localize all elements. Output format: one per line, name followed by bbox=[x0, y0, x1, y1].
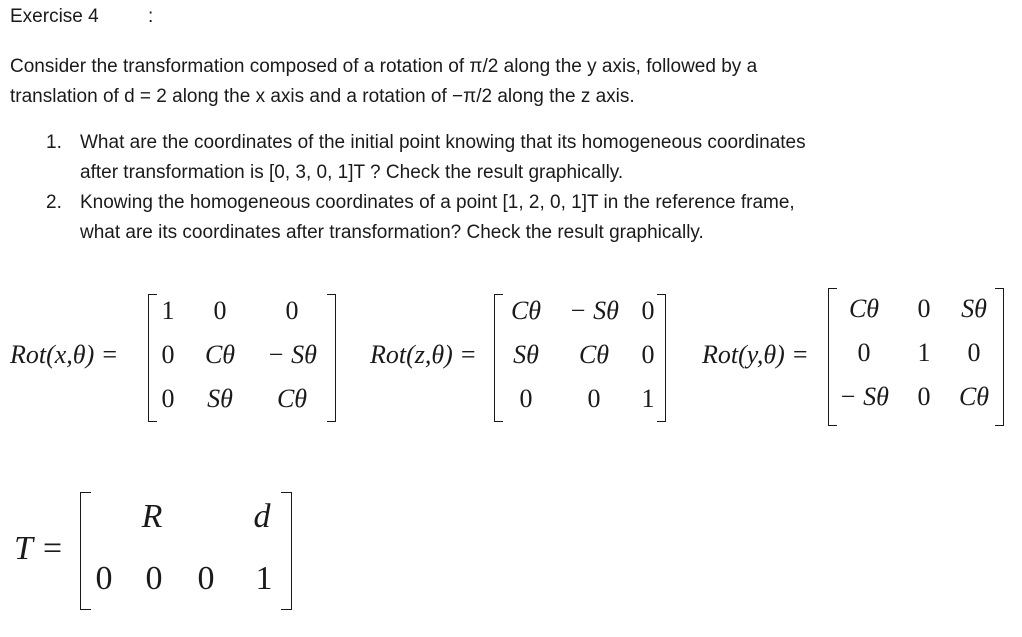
matrix-cell: 0 bbox=[857, 338, 871, 367]
matrix-cell: 0 bbox=[967, 338, 981, 367]
matrix-cell: Sθ bbox=[961, 294, 987, 323]
rot-y-label: Rot(y,θ) = bbox=[702, 340, 809, 369]
left-bracket bbox=[828, 288, 837, 426]
matrix-cell: 1 bbox=[917, 338, 931, 367]
left-bracket bbox=[148, 294, 157, 422]
matrix-cell: − Sθ bbox=[267, 340, 317, 369]
matrix-cell: − Sθ bbox=[569, 296, 619, 325]
question-line: Knowing the homogeneous coordinates of a point [1, 2, 0, 1]T in the reference frame, bbox=[80, 192, 795, 213]
matrix-cell: 0 bbox=[197, 560, 215, 597]
question-list bbox=[46, 128, 1006, 248]
rot-x-matrix bbox=[148, 294, 336, 422]
right-bracket bbox=[281, 492, 292, 610]
matrix-cell: d bbox=[253, 498, 271, 535]
matrix-cell: 0 bbox=[917, 382, 931, 411]
matrix-cell: Sθ bbox=[513, 340, 539, 369]
rot-x-label: Rot(x,θ) = bbox=[10, 340, 119, 369]
matrix-cell: Sθ bbox=[207, 384, 233, 413]
matrix-cell: R bbox=[141, 498, 163, 535]
question-item bbox=[46, 188, 1006, 248]
exercise-title-colon: : bbox=[148, 6, 154, 27]
matrix-cell: 0 bbox=[519, 384, 533, 413]
matrix-cell: Cθ bbox=[848, 294, 880, 323]
exercise-title bbox=[10, 6, 154, 28]
matrix-cell: Cθ bbox=[204, 340, 236, 369]
matrix-cell: 0 bbox=[587, 384, 601, 413]
matrix-cell: 0 bbox=[145, 560, 163, 597]
intro-line: Consider the transformation composed of a rotation of π/2 along the y axis, followed by a bbox=[10, 56, 758, 77]
matrix-cell: 0 bbox=[161, 384, 175, 413]
question-line: What are the coordinates of the initial point knowing that its homogeneous coordinates bbox=[80, 132, 806, 153]
matrix-cell: 0 bbox=[95, 560, 113, 597]
matrix-cell: 1 bbox=[255, 560, 273, 597]
matrix-cell: Cθ bbox=[578, 340, 610, 369]
matrix-cell: 0 bbox=[641, 340, 655, 369]
matrix-cell: Cθ bbox=[958, 382, 990, 411]
matrix-cell: 0 bbox=[213, 296, 227, 325]
matrix-cell: 0 bbox=[641, 296, 655, 325]
matrix-cell: − Sθ bbox=[839, 382, 889, 411]
rot-z-label: Rot(z,θ) = bbox=[370, 340, 477, 369]
right-bracket bbox=[995, 288, 1004, 426]
matrix-cell: 1 bbox=[161, 296, 175, 325]
question-number: 1. bbox=[46, 132, 62, 153]
intro-paragraph bbox=[10, 52, 1010, 112]
question-line: what are its coordinates after transformation? Check the result graphically. bbox=[80, 222, 704, 243]
right-bracket bbox=[657, 294, 666, 422]
matrix-cell: Cθ bbox=[510, 296, 542, 325]
matrix-cell: 1 bbox=[641, 384, 655, 413]
matrix-cell: 0 bbox=[917, 294, 931, 323]
right-bracket bbox=[327, 294, 336, 422]
left-bracket bbox=[494, 294, 503, 422]
rot-z-matrix bbox=[494, 294, 666, 422]
matrix-cell: Cθ bbox=[276, 384, 308, 413]
question-number: 2. bbox=[46, 192, 62, 213]
t-matrix bbox=[80, 492, 292, 610]
matrix-cell: 0 bbox=[285, 296, 299, 325]
t-label: T = bbox=[14, 530, 64, 567]
exercise-title-text: Exercise 4 bbox=[10, 6, 99, 27]
left-bracket bbox=[80, 492, 91, 610]
question-item bbox=[46, 128, 1006, 188]
intro-line: translation of d = 2 along the x axis and a rotation of −π/2 along the z axis. bbox=[10, 86, 635, 107]
question-line: after transformation is [0, 3, 0, 1]T ? Check the result graphically. bbox=[80, 162, 624, 183]
rot-y-matrix bbox=[828, 288, 1004, 426]
matrix-cell: 0 bbox=[161, 340, 175, 369]
